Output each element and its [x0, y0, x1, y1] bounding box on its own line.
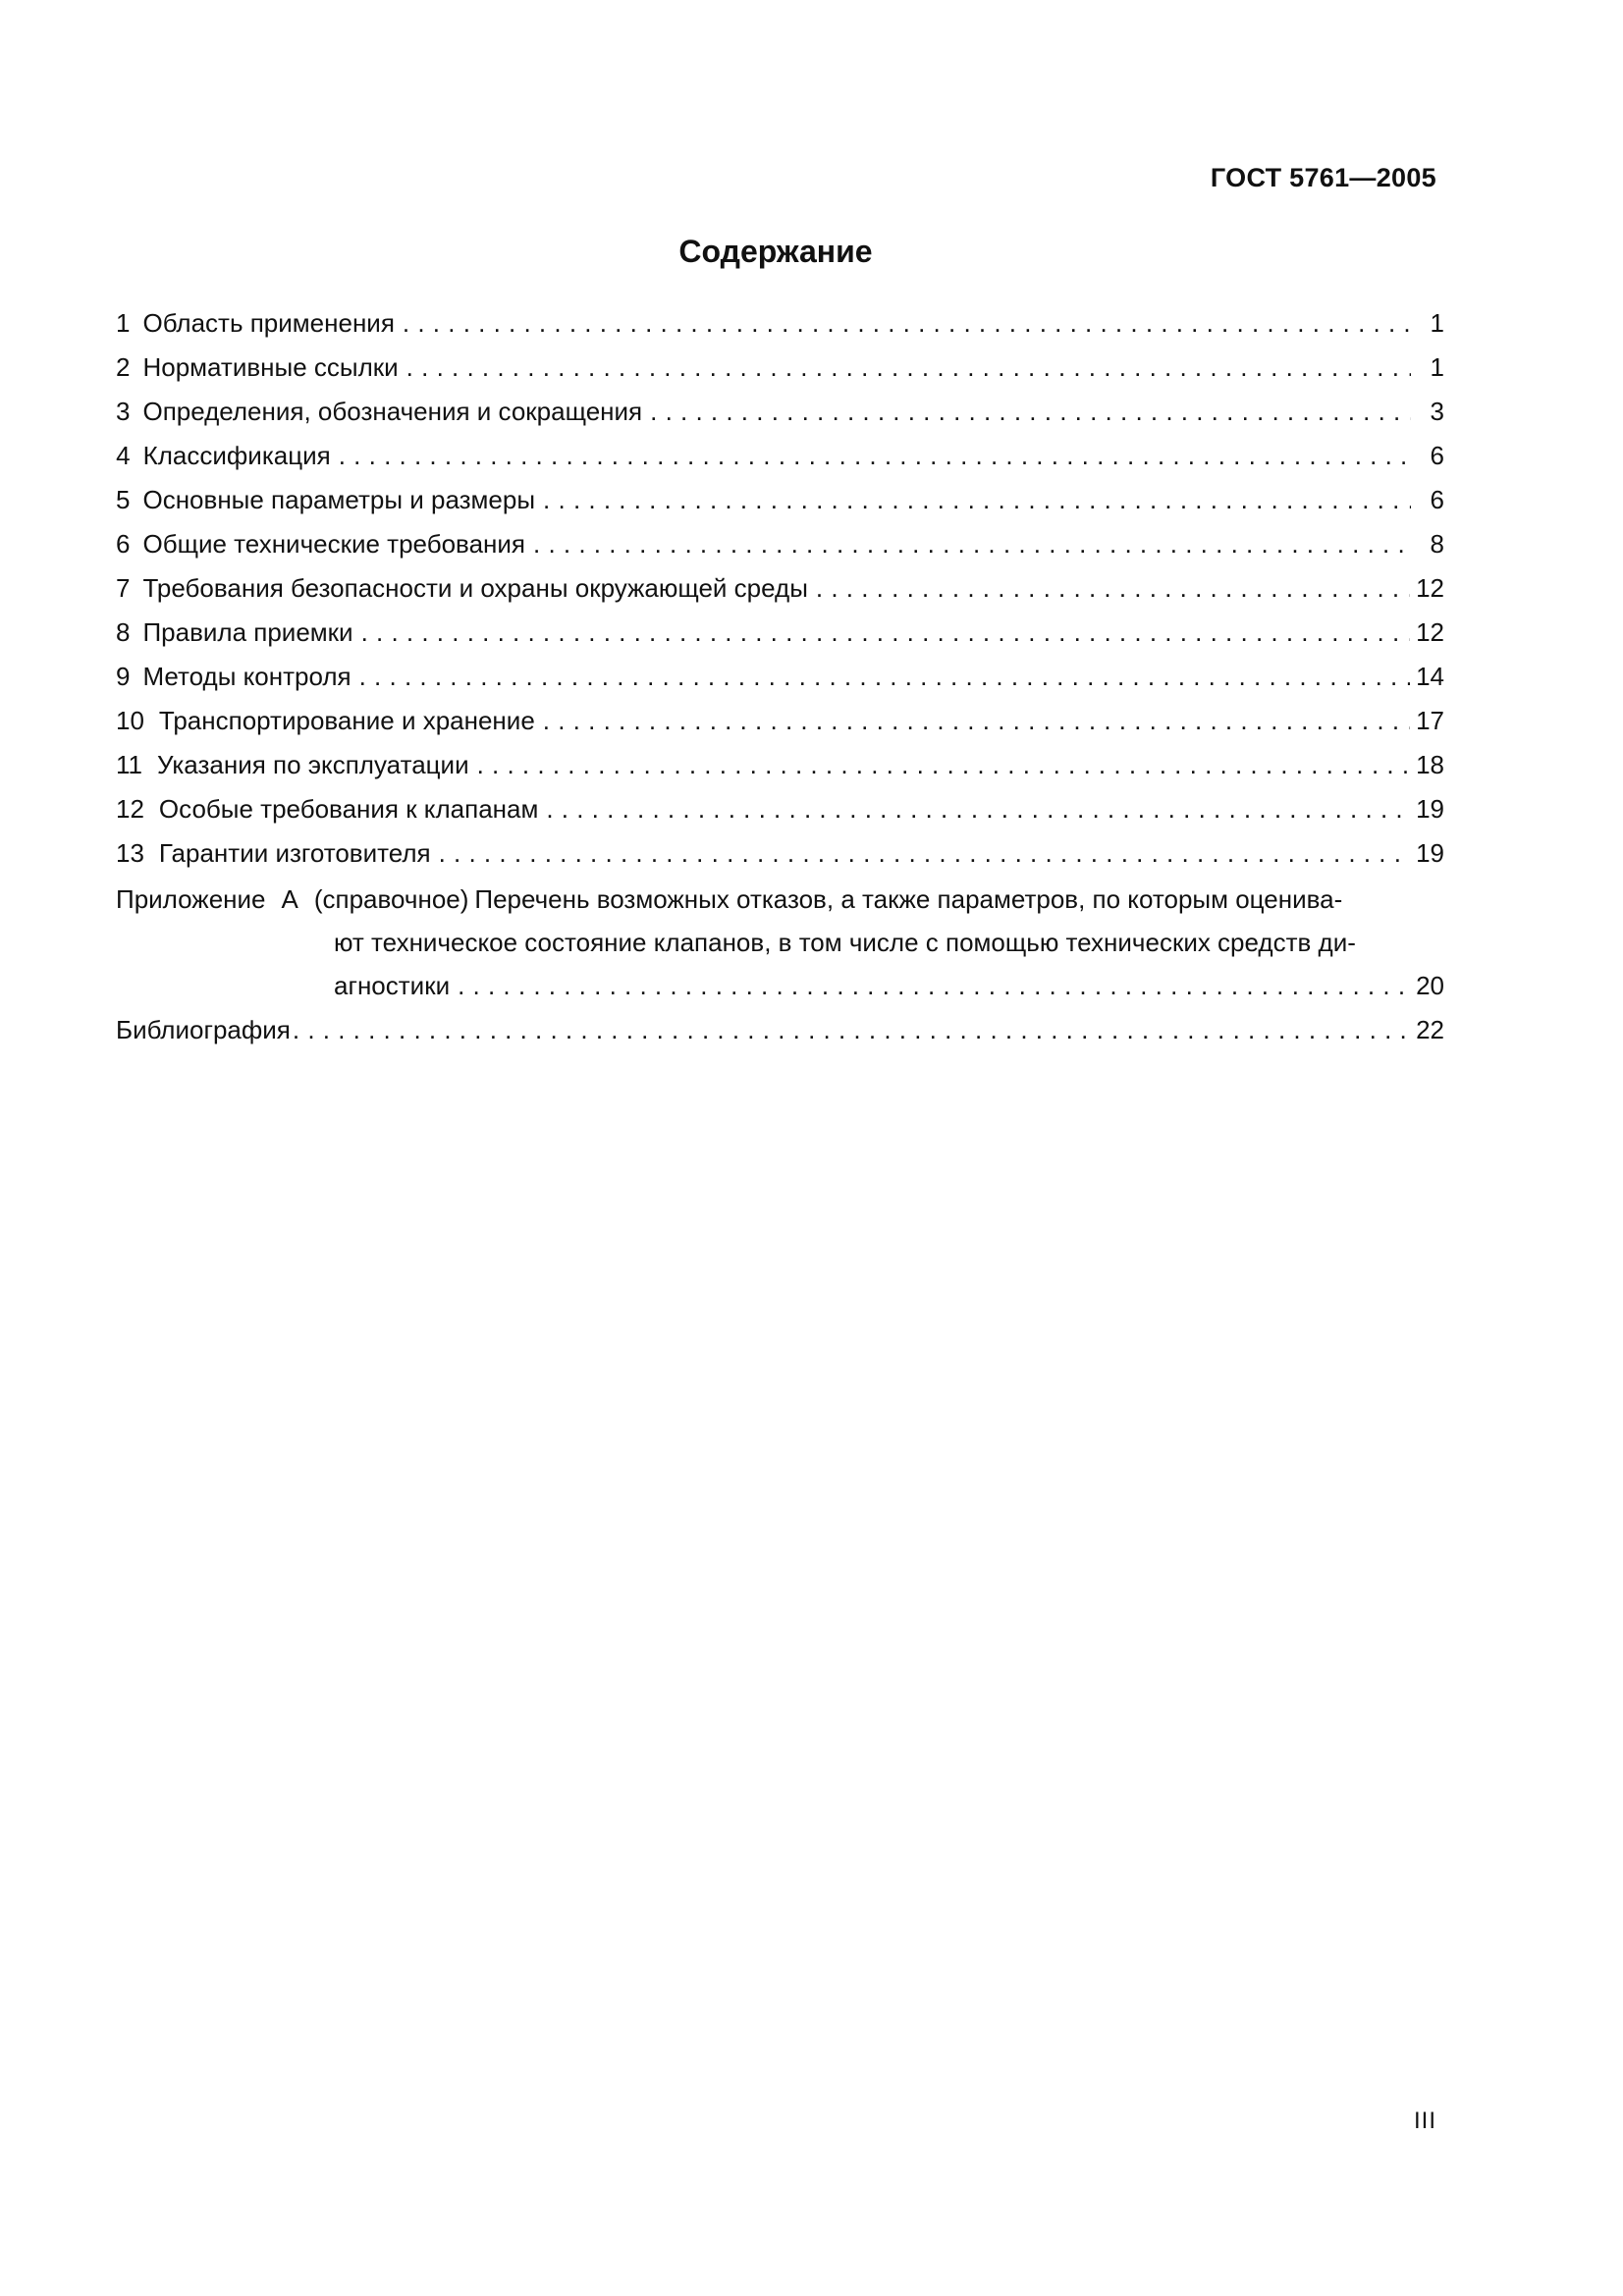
- toc-item-number: 1: [116, 308, 131, 338]
- toc-item-number: 12: [116, 794, 144, 824]
- toc-item-page: 6: [1430, 485, 1444, 514]
- toc-item[interactable]: [116, 478, 1444, 522]
- annex-line-3: [116, 964, 1444, 1008]
- toc-item-title: Классификация: [142, 441, 331, 470]
- page-number: III: [1413, 2108, 1436, 2134]
- toc-item-page: 18: [1416, 750, 1444, 779]
- toc-item-page: 1: [1430, 352, 1444, 382]
- toc-item-page: 3: [1430, 397, 1444, 426]
- dot-leader: [293, 1008, 1410, 1052]
- table-of-contents: [116, 301, 1444, 1052]
- toc-item-page: 22: [1416, 1015, 1444, 1044]
- toc-item-number: 13: [116, 838, 144, 868]
- dot-leader: [477, 743, 1410, 787]
- document-code: ГОСТ 5761—2005: [1210, 163, 1436, 192]
- toc-item-title: Определения, обозначения и сокращения: [142, 397, 643, 426]
- bibliography-title: Библиография: [116, 1015, 291, 1044]
- toc-item-number: 5: [116, 485, 131, 514]
- toc-item-page: 12: [1416, 573, 1444, 603]
- toc-item-title: Требования безопасности и охраны окружающей среды: [142, 573, 808, 603]
- toc-item-title: Правила приемки: [142, 617, 353, 647]
- annex-title-line-2: ют техническое состояние клапанов, в том числе с помощью технических средств ди-: [334, 928, 1356, 957]
- annex-line-2: [116, 921, 1444, 964]
- toc-item[interactable]: [116, 346, 1444, 390]
- dot-leader: [458, 964, 1410, 1008]
- toc-item-page: 20: [1416, 971, 1444, 1000]
- toc-item-number: 8: [116, 617, 131, 647]
- toc-item[interactable]: [116, 699, 1444, 743]
- annex-title-line-1: Перечень возможных отказов, а также параметров, по которым оценива-: [474, 884, 1343, 914]
- toc-item[interactable]: [116, 831, 1444, 876]
- dot-leader: [361, 611, 1411, 655]
- annex-type: (справочное): [313, 884, 469, 914]
- toc-item-page: 8: [1430, 529, 1444, 559]
- toc-item-page: 12: [1416, 617, 1444, 647]
- toc-item[interactable]: [116, 611, 1444, 655]
- dot-leader: [816, 566, 1410, 611]
- toc-item-page: 19: [1416, 794, 1444, 824]
- annex-label: Приложение: [116, 884, 266, 914]
- toc-item-page: 19: [1416, 838, 1444, 868]
- toc-item[interactable]: [116, 522, 1444, 566]
- toc-item-number: 9: [116, 662, 131, 691]
- toc-item-title: Гарантии изготовителя: [158, 838, 431, 868]
- toc-item-title: Методы контроля: [142, 662, 352, 691]
- toc-title: Содержание: [678, 234, 873, 269]
- toc-item[interactable]: [116, 390, 1444, 434]
- toc-item[interactable]: [116, 787, 1444, 831]
- toc-item-number: 11: [116, 750, 142, 779]
- dot-leader: [406, 346, 1411, 390]
- toc-item-page: 17: [1416, 706, 1444, 735]
- toc-item-title: Общие технические требования: [142, 529, 525, 559]
- toc-item-page: 14: [1416, 662, 1444, 691]
- toc-item-title: Особые требования к клапанам: [158, 794, 539, 824]
- dot-leader: [533, 522, 1411, 566]
- toc-annex-item[interactable]: [116, 878, 1444, 1008]
- toc-item-number: 7: [116, 573, 131, 603]
- dot-leader: [339, 434, 1411, 478]
- toc-item-page: 6: [1430, 441, 1444, 470]
- dot-leader: [439, 831, 1411, 876]
- annex-title-line-3: агностики: [334, 971, 451, 1000]
- toc-item-number: 6: [116, 529, 131, 559]
- toc-item[interactable]: [116, 743, 1444, 787]
- toc-item-number: 4: [116, 441, 131, 470]
- toc-item-title: Область применения: [142, 308, 395, 338]
- toc-item-title: Транспортирование и хранение: [158, 706, 535, 735]
- toc-item[interactable]: [116, 566, 1444, 611]
- toc-bibliography[interactable]: [116, 1008, 1444, 1052]
- annex-letter: А: [281, 884, 298, 914]
- dot-leader: [543, 478, 1411, 522]
- dot-leader: [543, 699, 1410, 743]
- toc-item-title: Указания по эксплуатации: [157, 750, 469, 779]
- toc-item-number: 10: [116, 706, 144, 735]
- toc-item[interactable]: [116, 301, 1444, 346]
- toc-item-title: Основные параметры и размеры: [142, 485, 536, 514]
- toc-item-title: Нормативные ссылки: [142, 352, 399, 382]
- dot-leader: [359, 655, 1410, 699]
- toc-item[interactable]: [116, 655, 1444, 699]
- toc-item-page: 1: [1430, 308, 1444, 338]
- dot-leader: [546, 787, 1410, 831]
- toc-item[interactable]: [116, 434, 1444, 478]
- toc-item-number: 3: [116, 397, 131, 426]
- dot-leader: [650, 390, 1411, 434]
- toc-item-number: 2: [116, 352, 131, 382]
- annex-line-1: [116, 878, 1444, 921]
- dot-leader: [403, 301, 1411, 346]
